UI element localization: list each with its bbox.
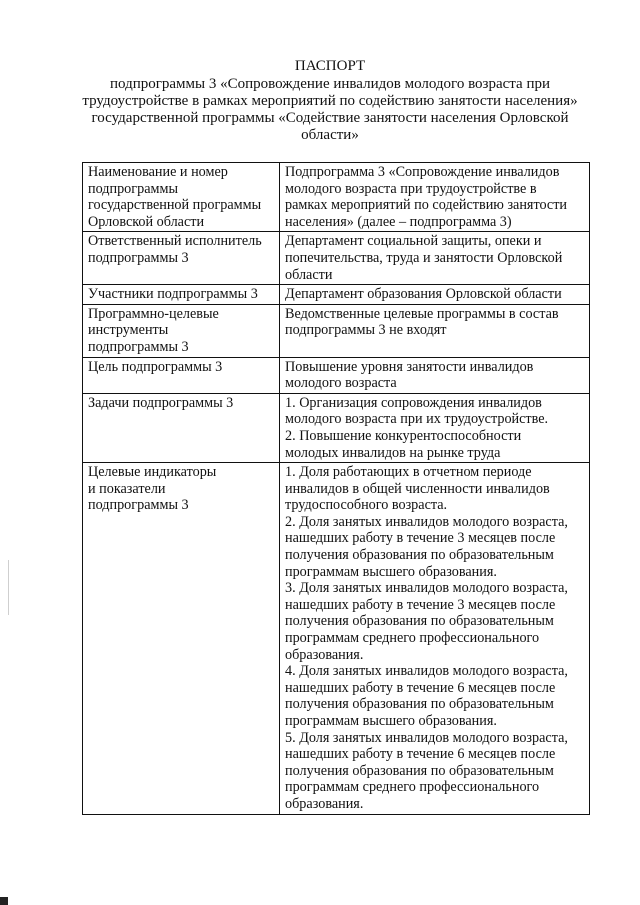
- row-value: Департамент образования Орловской области: [280, 285, 590, 305]
- row-value: Повышение уровня занятости инвалидов молодого возраста: [280, 357, 590, 393]
- row-label: Ответственный исполнитель подпрограммы 3: [83, 232, 280, 285]
- table-row: [83, 304, 590, 357]
- scan-corner-mark: [0, 897, 8, 905]
- document-subtitle: подпрограммы 3 «Сопровождение инвалидов молодого возраста при трудоустройстве в рамках мероприятий по содействию занятости населения» государственной программы «Содействие занятости населения Орловской области»: [82, 76, 578, 143]
- row-label: Программно-целевые инструменты подпрограммы 3: [83, 304, 280, 357]
- row-label: Цель подпрограммы 3: [83, 357, 280, 393]
- scan-edge-mark: [8, 560, 9, 615]
- row-label: Участники подпрограммы 3: [83, 285, 280, 305]
- row-value: 1. Организация сопровождения инвалидов молодого возраста при их трудоустройстве. 2. Повышение конкурентоспособности молодых инвалидов на рынке труда: [280, 393, 590, 462]
- row-value: Департамент социальной защиты, опеки и попечительства, труда и занятости Орловской области: [280, 232, 590, 285]
- row-label: Наименование и номер подпрограммы государственной программы Орловской области: [83, 163, 280, 232]
- document-header: [70, 58, 590, 144]
- row-value: 1. Доля работающих в отчетном периоде инвалидов в общей численности инвалидов трудоспособного возраста. 2. Доля занятых инвалидов молодого возраста, нашедших работу в течение 3 месяцев после получения образования по образовательным программам высшего образования. 3. Доля занятых инвалидов молодого возраста, нашедших работу в течение 3 месяцев после получения образования по образовательным программам среднего профессионального образования. 4. Доля занятых инвалидов молодого возраста, нашедших работу в течение 6 месяцев после получения образования по образовательным программам высшего образования. 5. Доля занятых инвалидов молодого возраста, нашедших работу в течение 6 месяцев после получения образования по образовательным программам среднего профессионального образования.: [280, 463, 590, 814]
- row-value: Ведомственные целевые программы в состав подпрограммы 3 не входят: [280, 304, 590, 357]
- table-row: [83, 285, 590, 305]
- table-row: [83, 357, 590, 393]
- row-label: Целевые индикаторы и показатели подпрограммы 3: [83, 463, 280, 814]
- table-row: [83, 393, 590, 462]
- row-value: Подпрограмма 3 «Сопровождение инвалидов молодого возраста при трудоустройстве в рамках мероприятий по содействию занятости населения» (далее – подпрограмма 3): [280, 163, 590, 232]
- table-row: [83, 232, 590, 285]
- table-row: [83, 163, 590, 232]
- document-title: ПАСПОРТ: [294, 58, 366, 74]
- passport-table: [82, 162, 590, 815]
- table-row: [83, 463, 590, 814]
- row-label: Задачи подпрограммы 3: [83, 393, 280, 462]
